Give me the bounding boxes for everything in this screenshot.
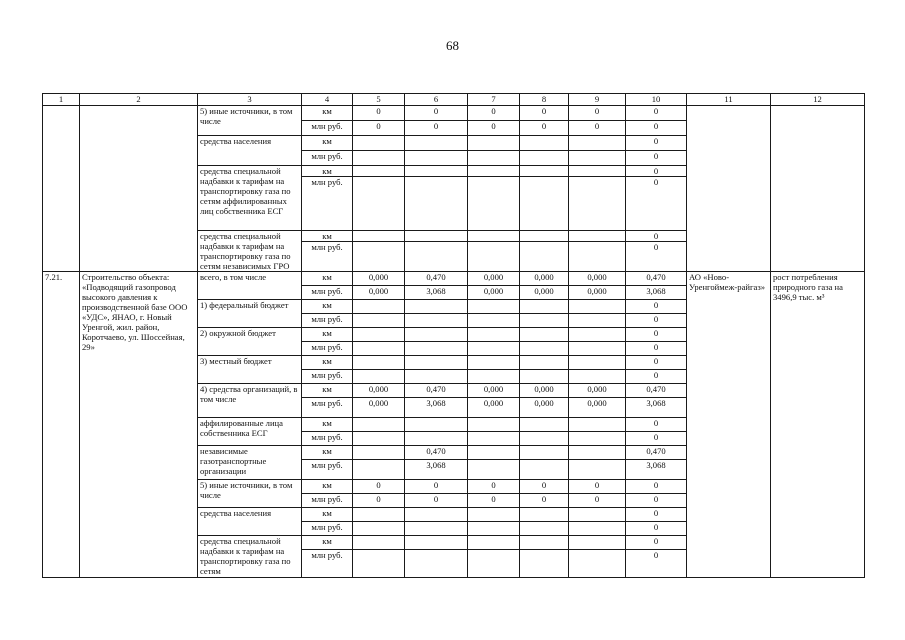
value-cell: 0,000 [468,384,520,398]
value-cell: 0,000 [569,272,626,286]
funding-source: 2) окружной бюджет [198,328,302,356]
executor-cell [687,106,771,272]
row-number-cell: 7.21. [43,272,80,578]
value-cell: 0 [626,300,687,314]
value-cell: 0,000 [468,286,520,300]
value-cell [569,342,626,356]
value-cell: 0 [353,121,405,136]
value-cell [520,314,569,328]
value-cell [405,418,468,432]
value-cell [353,508,405,522]
value-cell [353,231,405,242]
row-number-cell [43,106,80,272]
unit-cell: км [302,106,353,121]
value-cell: 0 [626,418,687,432]
unit-cell: км [302,508,353,522]
value-cell [520,522,569,536]
value-cell [468,314,520,328]
value-cell [405,166,468,177]
value-cell: 0 [353,494,405,508]
value-cell: 0,470 [626,384,687,398]
funding-source: средства специальной надбавки к тарифам на транспортировку газа по сетям независимых ГРО [198,231,302,272]
value-cell: 0 [405,121,468,136]
value-cell [468,166,520,177]
funding-source: независимые газотранспортные организации [198,446,302,480]
value-cell [405,342,468,356]
value-cell [569,231,626,242]
value-cell [468,550,520,578]
value-cell: 0,000 [520,384,569,398]
value-cell [569,242,626,272]
value-cell: 0 [468,121,520,136]
funding-source: средства населения [198,136,302,166]
value-cell: 0 [626,356,687,370]
value-cell: 0,000 [353,272,405,286]
value-cell [405,522,468,536]
value-cell [353,177,405,231]
value-cell [468,342,520,356]
unit-cell: млн руб. [302,398,353,418]
value-cell [569,166,626,177]
value-cell: 0 [626,480,687,494]
value-cell [468,536,520,550]
value-cell: 0 [626,231,687,242]
value-cell: 0 [405,106,468,121]
value-cell [569,370,626,384]
value-cell [468,508,520,522]
column-header: 8 [520,94,569,106]
value-cell: 0 [468,494,520,508]
funding-source: 3) местный бюджет [198,356,302,384]
unit-cell: км [302,384,353,398]
value-cell: 0,470 [405,384,468,398]
value-cell: 3,068 [626,286,687,300]
executor-cell: АО «Ново-Уренгоймеж-райгаз» [687,272,771,578]
column-header: 4 [302,94,353,106]
value-cell [353,328,405,342]
value-cell: 0 [405,494,468,508]
unit-cell: км [302,231,353,242]
value-cell: 0 [353,106,405,121]
value-cell [468,328,520,342]
value-cell [468,136,520,151]
value-cell: 0,000 [569,286,626,300]
value-cell [405,314,468,328]
funding-source: аффилированные лица собственника ЕСГ [198,418,302,446]
value-cell [569,328,626,342]
column-header: 2 [80,94,198,106]
value-cell: 0 [520,494,569,508]
value-cell [353,446,405,460]
value-cell [353,356,405,370]
column-header: 11 [687,94,771,106]
value-cell [520,328,569,342]
value-cell [353,166,405,177]
value-cell: 0 [626,166,687,177]
unit-cell: млн руб. [302,314,353,328]
value-cell: 0 [626,177,687,231]
value-cell: 0,000 [353,286,405,300]
value-cell: 0,000 [468,398,520,418]
unit-cell: км [302,272,353,286]
value-cell: 3,068 [405,460,468,480]
value-cell [569,136,626,151]
value-cell: 0 [569,494,626,508]
unit-cell: млн руб. [302,522,353,536]
unit-cell: млн руб. [302,494,353,508]
value-cell: 0,470 [405,446,468,460]
project-name-cell: Строительство объекта: «Подводящий газопровод высокого давления к производственной базе ООО «УДС», ЯНАО, г. Новый Уренгой, жил. район, Коротчаево, ул. Шоссейная, 29» [80,272,198,578]
unit-cell: млн руб. [302,432,353,446]
value-cell [405,136,468,151]
funding-source: средства населения [198,508,302,536]
value-cell: 0 [626,328,687,342]
column-header: 9 [569,94,626,106]
table-row [43,106,865,121]
value-cell: 0 [626,342,687,356]
column-header: 3 [198,94,302,106]
value-cell [353,342,405,356]
value-cell [468,300,520,314]
value-cell [520,356,569,370]
value-cell [353,300,405,314]
value-cell [569,356,626,370]
value-cell [405,432,468,446]
value-cell [569,522,626,536]
funding-source: 5) иные источники, в том числе [198,480,302,508]
unit-cell: млн руб. [302,177,353,231]
value-cell [520,242,569,272]
value-cell [405,550,468,578]
value-cell [405,508,468,522]
column-header: 5 [353,94,405,106]
value-cell [468,418,520,432]
value-cell [405,356,468,370]
value-cell: 0 [520,480,569,494]
unit-cell: км [302,300,353,314]
value-cell [353,418,405,432]
value-cell [405,328,468,342]
value-cell [405,242,468,272]
unit-cell: млн руб. [302,342,353,356]
value-cell: 0 [626,508,687,522]
value-cell: 0,000 [520,398,569,418]
value-cell: 3,068 [405,398,468,418]
column-header: 12 [771,94,865,106]
value-cell: 0 [626,151,687,166]
unit-cell: млн руб. [302,242,353,272]
project-name-cell [80,106,198,272]
value-cell [520,151,569,166]
value-cell: 0,000 [353,398,405,418]
value-cell: 0 [626,522,687,536]
page-number: 68 [446,38,459,53]
value-cell: 0 [626,242,687,272]
value-cell: 0 [569,480,626,494]
value-cell [468,242,520,272]
value-cell: 0 [569,121,626,136]
funding-source: 5) иные источники, в том числе [198,106,302,136]
value-cell [468,446,520,460]
value-cell: 0,000 [520,286,569,300]
value-cell: 3,068 [626,398,687,418]
value-cell: 0 [626,136,687,151]
value-cell: 0 [405,480,468,494]
unit-cell: км [302,446,353,460]
value-cell [569,550,626,578]
value-cell [405,536,468,550]
value-cell: 0,000 [569,398,626,418]
value-cell [353,550,405,578]
value-cell [353,522,405,536]
value-cell: 0 [626,536,687,550]
unit-cell: млн руб. [302,370,353,384]
value-cell [520,370,569,384]
value-cell [520,300,569,314]
value-cell [353,151,405,166]
value-cell: 0 [520,106,569,121]
value-cell: 0 [626,314,687,328]
value-cell: 0 [626,106,687,121]
value-cell [569,536,626,550]
value-cell: 3,068 [405,286,468,300]
unit-cell: км [302,136,353,151]
value-cell: 0,000 [520,272,569,286]
value-cell [520,550,569,578]
unit-cell: млн руб. [302,121,353,136]
value-cell [405,151,468,166]
value-cell [468,151,520,166]
funding-source: 1) федеральный бюджет [198,300,302,328]
column-number-row [43,94,865,106]
value-cell [569,418,626,432]
value-cell: 0 [468,106,520,121]
unit-cell: км [302,536,353,550]
value-cell [468,522,520,536]
value-cell: 0 [626,432,687,446]
value-cell [569,446,626,460]
value-cell: 0,470 [626,446,687,460]
value-cell: 0,000 [353,384,405,398]
value-cell [520,418,569,432]
value-cell: 0,000 [468,272,520,286]
value-cell [405,177,468,231]
value-cell: 0 [520,121,569,136]
value-cell [353,136,405,151]
value-cell: 0 [626,494,687,508]
unit-cell: км [302,166,353,177]
column-header: 10 [626,94,687,106]
value-cell [468,460,520,480]
value-cell [569,314,626,328]
value-cell: 3,068 [626,460,687,480]
effect-cell [771,106,865,272]
funding-source: средства специальной надбавки к тарифам на транспортировку газа по сетям [198,536,302,578]
value-cell [468,432,520,446]
table-row [43,272,865,286]
value-cell: 0 [569,106,626,121]
funding-source: 4) средства организаций, в том числе [198,384,302,418]
value-cell [405,370,468,384]
value-cell [468,231,520,242]
value-cell [569,460,626,480]
value-cell [569,177,626,231]
value-cell [569,432,626,446]
unit-cell: млн руб. [302,550,353,578]
value-cell [353,460,405,480]
value-cell [520,508,569,522]
unit-cell: млн руб. [302,286,353,300]
funding-source: средства специальной надбавки к тарифам на транспортировку газа по сетям аффилированных лиц собственника ЕСГ [198,166,302,231]
unit-cell: млн руб. [302,460,353,480]
value-cell: 0 [468,480,520,494]
value-cell: 0,470 [405,272,468,286]
unit-cell: млн руб. [302,151,353,166]
value-cell [520,136,569,151]
investment-program-table [42,93,865,578]
value-cell: 0,000 [569,384,626,398]
effect-cell: рост потребления природного газа на 3496,9 тыс. м³ [771,272,865,578]
value-cell [468,356,520,370]
value-cell [569,151,626,166]
value-cell [520,460,569,480]
value-cell [353,536,405,550]
column-header: 1 [43,94,80,106]
value-cell [520,177,569,231]
value-cell [520,342,569,356]
unit-cell: км [302,328,353,342]
funding-source: всего, в том числе [198,272,302,300]
value-cell [520,536,569,550]
value-cell [569,300,626,314]
value-cell: 0 [353,480,405,494]
column-header: 7 [468,94,520,106]
value-cell: 0 [626,121,687,136]
value-cell [520,432,569,446]
value-cell: 0 [626,550,687,578]
value-cell [353,432,405,446]
column-header: 6 [405,94,468,106]
unit-cell: км [302,418,353,432]
value-cell [353,314,405,328]
value-cell [353,370,405,384]
value-cell [520,231,569,242]
value-cell [468,370,520,384]
value-cell [353,242,405,272]
value-cell [520,446,569,460]
value-cell [569,508,626,522]
value-cell [520,166,569,177]
value-cell [405,231,468,242]
value-cell [405,300,468,314]
value-cell: 0 [626,370,687,384]
unit-cell: км [302,480,353,494]
unit-cell: км [302,356,353,370]
value-cell [468,177,520,231]
value-cell: 0,470 [626,272,687,286]
